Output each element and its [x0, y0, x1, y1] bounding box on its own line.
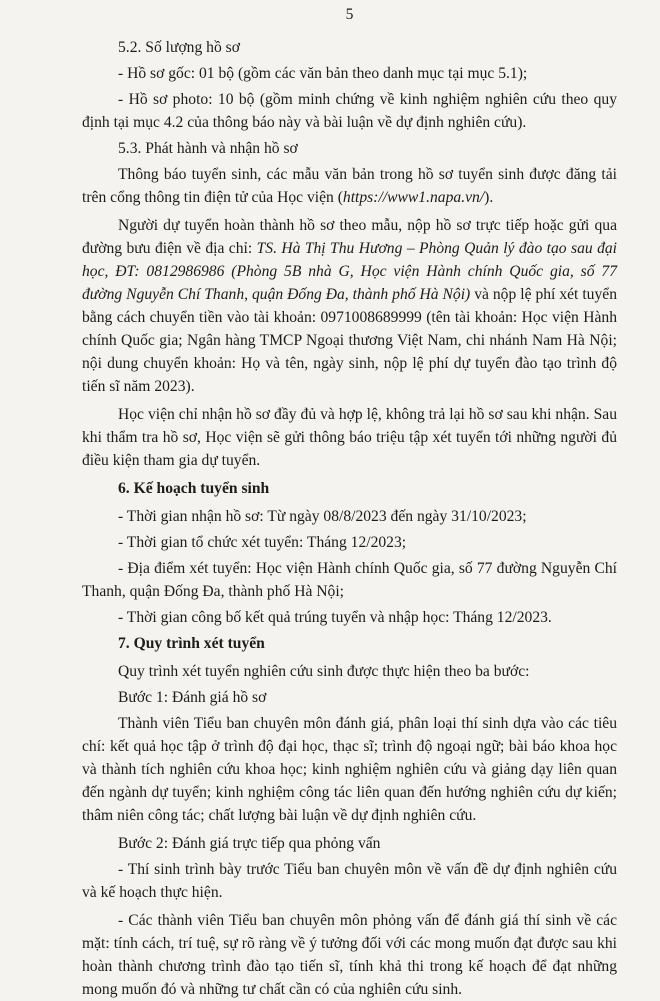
section-6-heading: 6. Kế hoạch tuyển sinh — [118, 480, 270, 497]
submission-address: TS. Hà Thị Thu Hương – Phòng Quản lý đào tạo sau đại học, ĐT: 0812986986 (Phòng 5B nhà G, Học viện Hành chính Quốc gia, số 77 đường Nguyễn Chí Thanh, quận Đống Đa, thành phố Hà Nội) — [82, 240, 617, 303]
schedule-item: - Thời gian tổ chức xét tuyển: Tháng 12/2023; — [118, 534, 407, 551]
section-5-3-paragraph-submission — [82, 214, 617, 398]
section-7-intro: Quy trình xét tuyển nghiên cứu sinh được thực hiện theo ba bước: — [118, 663, 530, 680]
section-5-2-item-original: - Hồ sơ gốc: 01 bộ (gồm các văn bản theo danh mục tại mục 5.1); — [118, 65, 528, 82]
submission-text: Người dự tuyển hoàn thành hồ sơ theo mẫu, nộp hồ sơ trực tiếp hoặc gửi qua đường bưu điện về địa chỉ: — [82, 217, 617, 257]
announcement-text-end: ). — [484, 189, 494, 206]
page-number: 5 — [345, 6, 354, 23]
schedule-item: - Thời gian công bố kết quả trúng tuyển và nhập học: Tháng 12/2023. — [118, 609, 552, 626]
schedule-item: - Địa điểm xét tuyển: Học viện Hành chính Quốc gia, số 77 đường Nguyễn Chí Thanh, quận Đống Đa, thành phố Hà Nội; — [82, 560, 617, 600]
section-5-3-paragraph-announcement — [82, 163, 617, 209]
step-1-title: Bước 1: Đánh giá hồ sơ — [118, 689, 267, 706]
submission-fee-text: và nộp lệ phí xét tuyển bằng cách chuyển tiền vào tài khoản: 0971008689999 (tên tài khoản: Học viện Hành chính Quốc gia; Ngân hàng TMCP Ngoại thương Việt Nam, chi nhánh Nam Hà Nội; nội dung chuyển khoản: Họ và tên, ngày sinh, nộp lệ phí dự tuyển đào tạo trình độ tiến sĩ năm 2023). — [82, 286, 617, 395]
step-2-item-interview: - Các thành viên Tiểu ban chuyên môn phỏng vấn để đánh giá thí sinh về các mặt: tính cách, trí tuệ, sự rõ ràng về ý tưởng đối với các mong muốn đạt được sau khi hoàn thành chương trình đào tạo tiến sĩ, tính khả thi trong kế hoạch để đạt những mong muốn đó và những tư chất cần có của nghiên cứu sinh. — [82, 912, 617, 998]
section-5-2-heading: 5.2. Số lượng hồ sơ — [118, 39, 240, 56]
step-2-title: Bước 2: Đánh giá trực tiếp qua phỏng vấn — [118, 835, 381, 852]
section-5-3-heading: 5.3. Phát hành và nhận hồ sơ — [118, 140, 298, 157]
section-5-3-paragraph-review: Học viện chỉ nhận hồ sơ đầy đủ và hợp lệ, không trả lại hồ sơ sau khi nhận. Sau khi thẩm tra hồ sơ, Học viện sẽ gửi thông báo triệu tập xét tuyển tới những người đủ điều kiện tham gia dự tuyển. — [82, 406, 617, 469]
step-1-body: Thành viên Tiểu ban chuyên môn đánh giá, phân loại thí sinh dựa vào các tiêu chí: kết quả học tập ở trình độ đại học, thạc sĩ; trình độ ngoại ngữ; bài báo khoa học và thành tích nghiên cứu khoa học; kinh nghiệm nghiên cứu và giảng dạy liên quan đến ngành dự tuyển; kinh nghiệm công tác liên quan đến hướng nghiên cứu dự kiến; thâm niên công tác; chất lượng bài luận về dự định nghiên cứu. — [82, 715, 617, 824]
website-url: https://www1.napa.vn/ — [342, 189, 485, 206]
announcement-text: Thông báo tuyển sinh, các mẫu văn bản trong hồ sơ tuyển sinh được đăng tải trên cổng thông tin điện tử của Học viện ( — [82, 166, 617, 206]
step-2-item-presentation: - Thí sinh trình bày trước Tiểu ban chuyên môn về vấn đề dự định nghiên cứu và kế hoạch thực hiện. — [82, 861, 617, 901]
schedule-item: - Thời gian nhận hồ sơ: Từ ngày 08/8/2023 đến ngày 31/10/2023; — [118, 508, 527, 525]
section-5-2-item-photo: - Hồ sơ photo: 10 bộ (gồm minh chứng về kinh nghiệm nghiên cứu theo quy định tại mục 4.2 của thông báo này và bài luận về dự định nghiên cứu). — [82, 91, 617, 131]
section-7-heading: 7. Quy trình xét tuyển — [118, 635, 265, 652]
